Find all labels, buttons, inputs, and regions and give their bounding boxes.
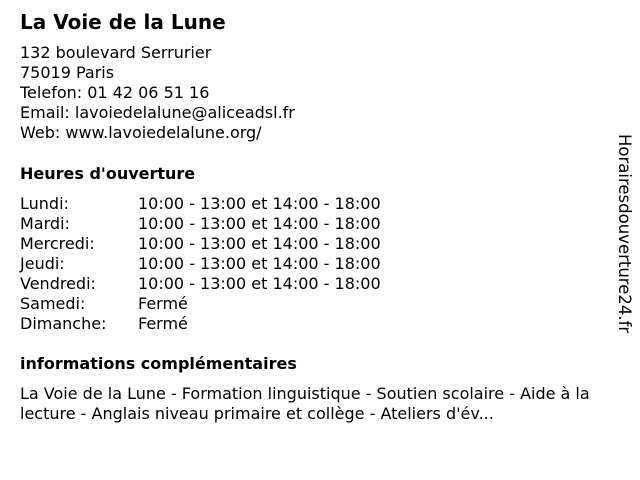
hours-row: [20, 314, 381, 334]
watermark-text: Horairesdouverture24.fr: [615, 134, 634, 334]
day-hours: 10:00 - 13:00 et 14:00 - 18:00: [138, 214, 381, 233]
email-address: Email: lavoiedelalune@aliceadsl.fr: [20, 103, 295, 122]
address-city: 75019 Paris: [20, 63, 115, 82]
hours-row: [20, 234, 381, 254]
day-hours: Fermé: [138, 294, 188, 313]
hours-table: [20, 194, 381, 334]
contact-block: [20, 43, 295, 143]
website: Web: www.lavoiedelalune.org/: [20, 123, 262, 142]
day-hours: 10:00 - 13:00 et 14:00 - 18:00: [138, 254, 381, 273]
hours-heading: Heures d'ouverture: [20, 164, 196, 183]
day-hours: 10:00 - 13:00 et 14:00 - 18:00: [138, 194, 381, 213]
hours-row: [20, 254, 381, 274]
business-name: La Voie de la Lune: [20, 10, 226, 34]
hours-row: [20, 274, 381, 294]
info-heading: informations complémentaires: [20, 354, 297, 373]
day-hours: Fermé: [138, 314, 188, 333]
day-label: Lundi:: [20, 194, 69, 213]
phone-number: Telefon: 01 42 06 51 16: [20, 83, 210, 102]
day-hours: 10:00 - 13:00 et 14:00 - 18:00: [138, 234, 381, 253]
day-label: Mercredi:: [20, 234, 95, 253]
day-hours: 10:00 - 13:00 et 14:00 - 18:00: [138, 274, 381, 293]
day-label: Samedi:: [20, 294, 86, 313]
hours-row: [20, 194, 381, 214]
hours-row: [20, 214, 381, 234]
hours-row: [20, 294, 381, 314]
site-watermark: [612, 134, 636, 374]
day-label: Mardi:: [20, 214, 70, 233]
address-street: 132 boulevard Serrurier: [20, 43, 212, 62]
day-label: Jeudi:: [20, 254, 65, 273]
info-description: La Voie de la Lune - Formation linguistique - Soutien scolaire - Aide à la lecture - Anglais niveau primaire et collège - Ateliers d'év...: [20, 384, 590, 423]
day-label: Dimanche:: [20, 314, 107, 333]
day-label: Vendredi:: [20, 274, 96, 293]
